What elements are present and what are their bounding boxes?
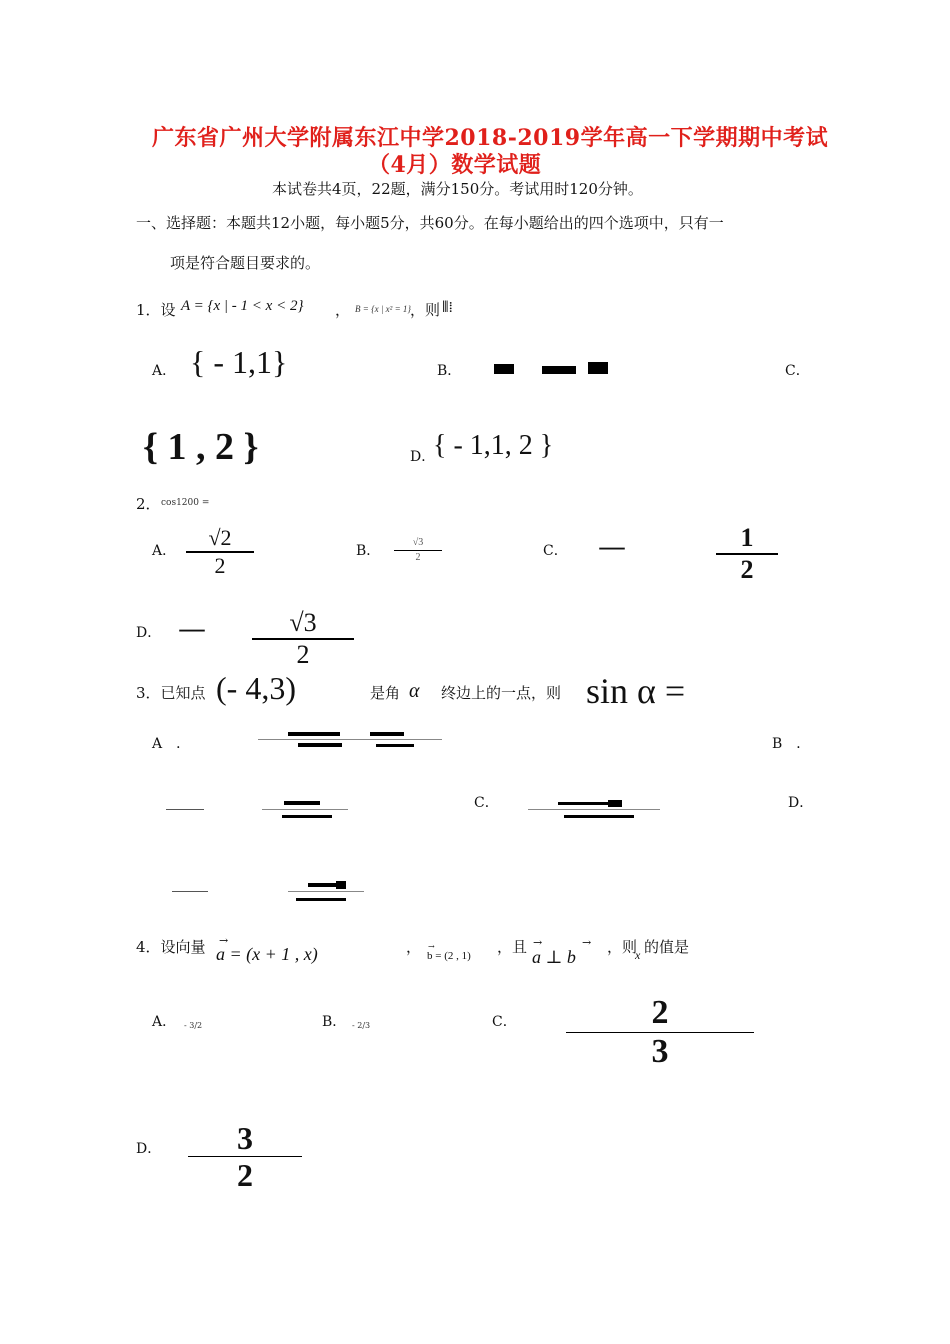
- q3-option-c-glitched: [528, 799, 660, 823]
- q3-alpha: α: [409, 680, 420, 702]
- vector-arrow-icon: →: [428, 942, 435, 951]
- section-intro-line-1: 一、选择题：本题共12小题，每小题5分，共60分。在每小题给出的四个选项中，只有一: [136, 214, 724, 232]
- q3-suffix: 终边上的一点，则: [441, 684, 562, 702]
- exam-info: 本试卷共4页，22题，满分150分。考试用时120分钟。: [272, 180, 643, 198]
- q2-d-sign: —: [178, 612, 206, 645]
- q2-c-num: 1: [740, 523, 754, 552]
- q3-prefix: 3．已知点: [136, 684, 206, 702]
- q3-option-a-glitched: [258, 729, 442, 753]
- q2-option-a: [186, 527, 254, 577]
- q2-b-den: 2: [415, 552, 421, 563]
- q1-set-a: A = {x | - 1 < x < 2}: [181, 298, 304, 314]
- q4-and: ，且: [497, 938, 528, 956]
- q4-suffix: 的值是: [644, 938, 690, 956]
- title-line-1: 广东省广州大学附属东江中学2018-2019学年高一下学期期中考试: [152, 125, 829, 151]
- q4-comma: ，: [406, 938, 422, 956]
- q2-c-den: 2: [740, 555, 754, 584]
- q1-prefix: 1．设: [136, 301, 176, 319]
- q1-option-b-glitched: [494, 358, 614, 380]
- q4-then: ，则: [607, 938, 638, 956]
- q4-label-a: A．: [152, 1014, 177, 1030]
- q2-option-b: [394, 538, 442, 563]
- q1-option-a: { - 1,1}: [190, 344, 288, 380]
- q4-label-b: B．: [322, 1014, 347, 1030]
- q4-d-den: 2: [237, 1157, 253, 1193]
- q3-option-b-minus: [166, 809, 204, 810]
- q2-c-sign: —: [598, 530, 626, 563]
- q4-option-d: [188, 1122, 302, 1191]
- q4-d-num: 3: [237, 1120, 253, 1156]
- q4-option-b: - 2/3: [352, 1021, 371, 1030]
- q3-label-b: B ．: [772, 736, 811, 752]
- q4-var: x: [635, 948, 641, 962]
- q2-option-c: [716, 525, 778, 583]
- q2-d-den: 2: [296, 640, 310, 669]
- q2-prefix: 2．: [136, 495, 161, 513]
- q1-suffix: ，则: [410, 301, 441, 319]
- garbled-intersection-icon: ⦀⁞: [442, 298, 453, 316]
- q1-label-b: B．: [437, 363, 462, 379]
- q2-a-num: √2: [208, 525, 232, 550]
- q1-comma: ，: [335, 301, 351, 319]
- q2-expr: cos1200 =: [161, 498, 210, 508]
- q1-label-c: C．: [785, 363, 810, 379]
- section-intro-line-2: 项是符合题目要求的。: [170, 254, 321, 272]
- q4-option-a: - 3/2: [184, 1021, 203, 1030]
- q3-option-b-glitched: [262, 799, 348, 823]
- q4-c-num: 2: [651, 994, 669, 1031]
- title-line-2: （4月）数学试题: [368, 152, 542, 178]
- q3-option-d-glitched: [288, 880, 364, 906]
- q3-label-a: A ．: [152, 736, 191, 752]
- q4-vector-a: a = (x + 1 , x): [216, 944, 318, 964]
- vector-arrow-icon: →: [219, 934, 229, 947]
- q2-option-d: [252, 610, 354, 668]
- q2-d-num: √3: [289, 608, 317, 637]
- q4-c-den: 3: [651, 1033, 669, 1070]
- q3-expr: sin α =: [586, 671, 686, 711]
- q1-option-d: { - 1,1, 2 }: [433, 430, 554, 461]
- q4-prefix: 4．设向量: [136, 938, 206, 956]
- q1-label-d: D．: [410, 449, 436, 465]
- q4-label-c: C．: [492, 1014, 517, 1030]
- q4-perp: a ⊥ b: [532, 947, 576, 967]
- q2-label-c: C．: [543, 543, 568, 559]
- q2-label-d: D．: [136, 625, 162, 641]
- q1-label-a: A．: [152, 363, 177, 379]
- q4-option-c: [566, 996, 754, 1069]
- q2-label-b: B．: [356, 543, 381, 559]
- q2-b-num: √3: [412, 537, 424, 548]
- vector-arrow-icon: →: [533, 936, 543, 949]
- q1-set-b: B = {x | x² = 1}: [355, 304, 412, 314]
- q4-vector-b: b = (2 , 1): [427, 950, 471, 962]
- q2-a-den: 2: [214, 553, 226, 578]
- q1-option-c: { 1 , 2 }: [143, 426, 259, 468]
- q3-label-c: C．: [474, 795, 499, 811]
- q4-label-d: D．: [136, 1141, 162, 1157]
- q3-label-d: D．: [788, 795, 814, 811]
- q3-option-d-minus: [172, 891, 208, 892]
- q2-label-a: A．: [152, 543, 177, 559]
- q3-point: (- 4,3): [216, 670, 296, 706]
- vector-arrow-icon: →: [582, 936, 592, 949]
- q3-middle: 是角: [370, 684, 401, 702]
